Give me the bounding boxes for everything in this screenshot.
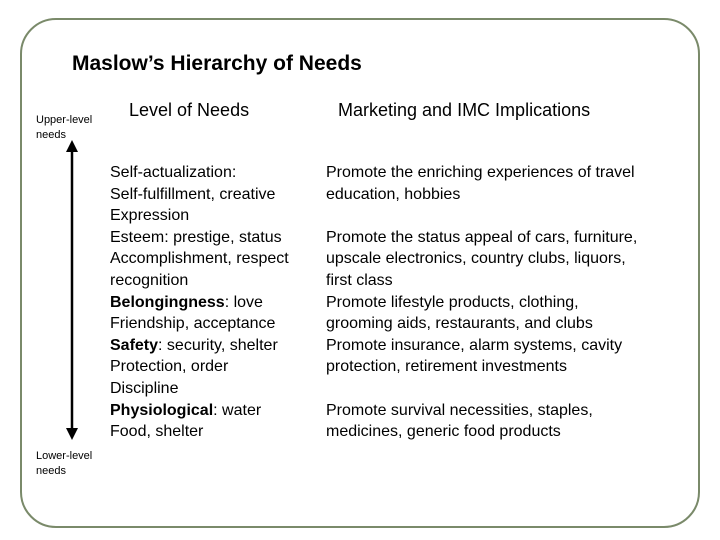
need-level-detail: Friendship, acceptance [110,315,276,333]
need-level-detail: Food, shelter [110,423,204,441]
need-level-name: Physiological [110,401,214,419]
upper-level-label-line1: Upper-level [36,114,93,126]
double-arrow-icon [62,140,82,440]
need-level-line [110,162,289,184]
implications-column [326,162,637,443]
need-level-separator: : [213,401,218,419]
need-level-separator: : [224,293,230,311]
lower-level-label [36,449,92,479]
needs-column [110,162,289,443]
marketing-implication-line: medicines, generic food products [326,423,561,441]
need-level-name: Belongingness [110,293,225,311]
need-level-detail: Accomplishment, respect [110,250,289,268]
need-level-description: love [229,293,263,311]
need-level-separator: : [231,164,237,181]
need-level-name: Esteem [110,228,165,246]
spacer-line [326,378,637,400]
need-level-detail: Self-fulfillment, creative [110,185,276,203]
need-level-detail: recognition [110,271,189,289]
level-of-needs-header: Level of Needs [129,100,250,120]
marketing-implication-line: Promote lifestyle products, clothing, [326,293,579,311]
marketing-implication-line: Promote survival necessities, staples, [326,401,593,419]
need-level-name: Safety [110,336,159,354]
need-level-description: water [217,401,262,419]
need-level-separator: : [158,336,163,354]
need-level-line [110,227,289,249]
spacer-line [326,205,637,227]
marketing-implication-line: Promote the status appeal of cars, furniture, [326,228,638,246]
slide-title: Maslow’s Hierarchy of Needs [72,52,362,75]
marketing-implication-line: grooming aids, restaurants, and clubs [326,315,593,333]
marketing-implications-header: Marketing and IMC Implications [338,100,591,120]
need-level-detail: Discipline [110,379,179,397]
need-level-separator: : [164,228,169,246]
need-level-line [110,335,289,357]
marketing-implication-line: upscale electronics, country clubs, liquors, [326,250,626,268]
lower-level-label-line2: needs [36,465,66,477]
marketing-implication-line: protection, retirement investments [326,358,567,376]
need-level-line [110,400,289,422]
need-level-detail: Expression [110,207,190,225]
upper-level-label [36,113,92,143]
need-level-name: Self-actualization [110,164,232,181]
marketing-implication-line: education, hobbies [326,185,461,203]
need-level-description: security, shelter [162,336,278,354]
need-level-description: prestige, status [168,228,282,246]
marketing-implication-line: Promote the enriching experiences of travel [326,164,635,181]
need-level-line [110,292,289,314]
need-level-detail: Protection, order [110,358,229,376]
lower-level-label-line1: Lower-level [36,450,93,462]
marketing-implication-line: first class [326,271,393,289]
marketing-implication-line: Promote insurance, alarm systems, cavity [326,336,623,354]
upper-level-label-line2: needs [36,129,66,141]
